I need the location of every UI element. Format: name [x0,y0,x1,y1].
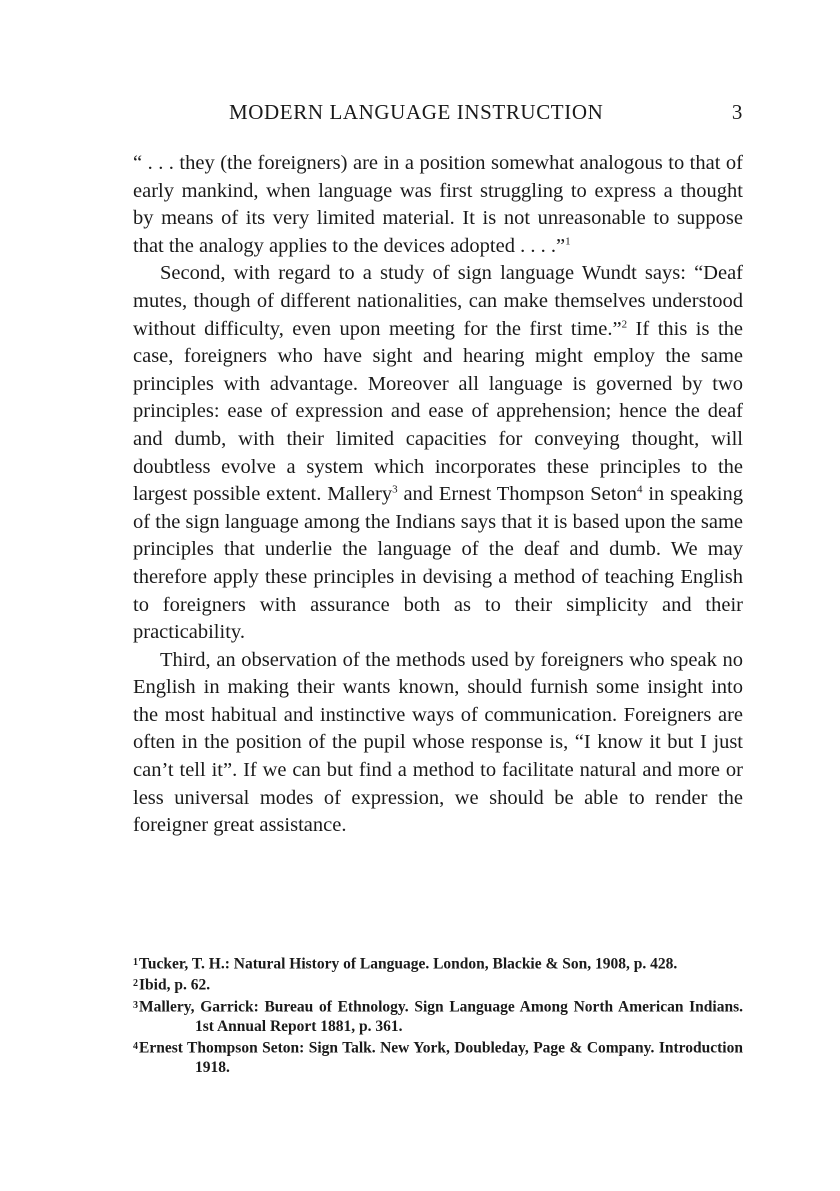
paragraph-third-text: Third, an observation of the methods used by foreigners who speak no English in making their wants known, should furnish some insight into the most habitual and instinctive ways of communication. Foreigners are often in the position of the pupil whose response is, “I know it but I just can’t tell it”. If we can but find a method to facilitate natural and more or less universal modes of expression, we should be able to render the foreigner great assistance. [133,648,743,837]
paragraph-second-text-d: in speaking of the sign language among the Indians says that it is based upon the same principles that underlie the language of the deaf and dumb. We may therefore apply these principles in devising a method of teaching English to foreigners with assurance both as to their simplicity and their practicability. [133,483,743,644]
footnote-ref-1: 1 [565,235,571,248]
paragraph-second-text-b: If this is the case, foreigners who have sight and hearing might employ the same principles with advantage. Moreover all language is governed by two principles: ease of expression and ease of apprehension; hence the deaf and dumb, with their limited capacities for conveying thought, will doubtless evolve a system which incorporates these principles to the largest possible extent. Mallery [133,317,743,506]
footnote-ref-3: 3 [392,483,398,496]
footnotes [133,953,743,1078]
footnote-mark-3: 3 [133,999,138,1011]
footnote-2 [133,974,743,995]
footnote-mark-2: 2 [133,978,138,990]
body-text [133,150,743,840]
paragraph-second-text-c: and Ernest Thompson Seton [397,483,637,506]
footnote-ref-2: 2 [621,317,628,330]
footnote-3 [133,996,743,1037]
footnote-mark-4: 4 [133,1040,138,1052]
page-number: 3 [731,100,743,124]
footnote-4 [133,1037,743,1078]
paragraph-second-text-a: Second, with regard to a study of sign language Wundt says: “Deaf mutes, though of different nationalities, can make themselves understood without difficulty, even upon meeting for the first time.” [133,262,743,340]
running-title: MODERN LANGUAGE INSTRUCTION [229,100,604,124]
paragraph-third [133,647,743,840]
paragraph-second [133,260,743,646]
footnote-mark-1: 1 [133,957,138,968]
footnote-text-2: Ibid, p. 62. [139,976,211,994]
paragraph-quotation [133,150,743,260]
footnote-ref-4: 4 [636,483,643,496]
paragraph-quotation-text: “ . . . they (the foreigners) are in a position somewhat analogous to that of early mankind, when language was first struggling to express a thought by means of its very limited material. It is not unreasonable to suppose that the analogy applies to the devices adopted . . . .” [133,152,743,257]
footnote-text-4: Ernest Thompson Seton: Sign Talk. New York, Doubleday, Page & Company. Introduction 1918. [139,1039,743,1076]
running-header [133,100,743,128]
footnote-1 [133,953,743,974]
footnote-text-1: Tucker, T. H.: Natural History of Language. London, Blackie & Son, 1908, p. 428. [139,955,678,973]
footnote-text-3: Mallery, Garrick: Bureau of Ethnology. Sign Language Among North American Indians. 1st Annual Report 1881, p. 361. [139,998,743,1035]
